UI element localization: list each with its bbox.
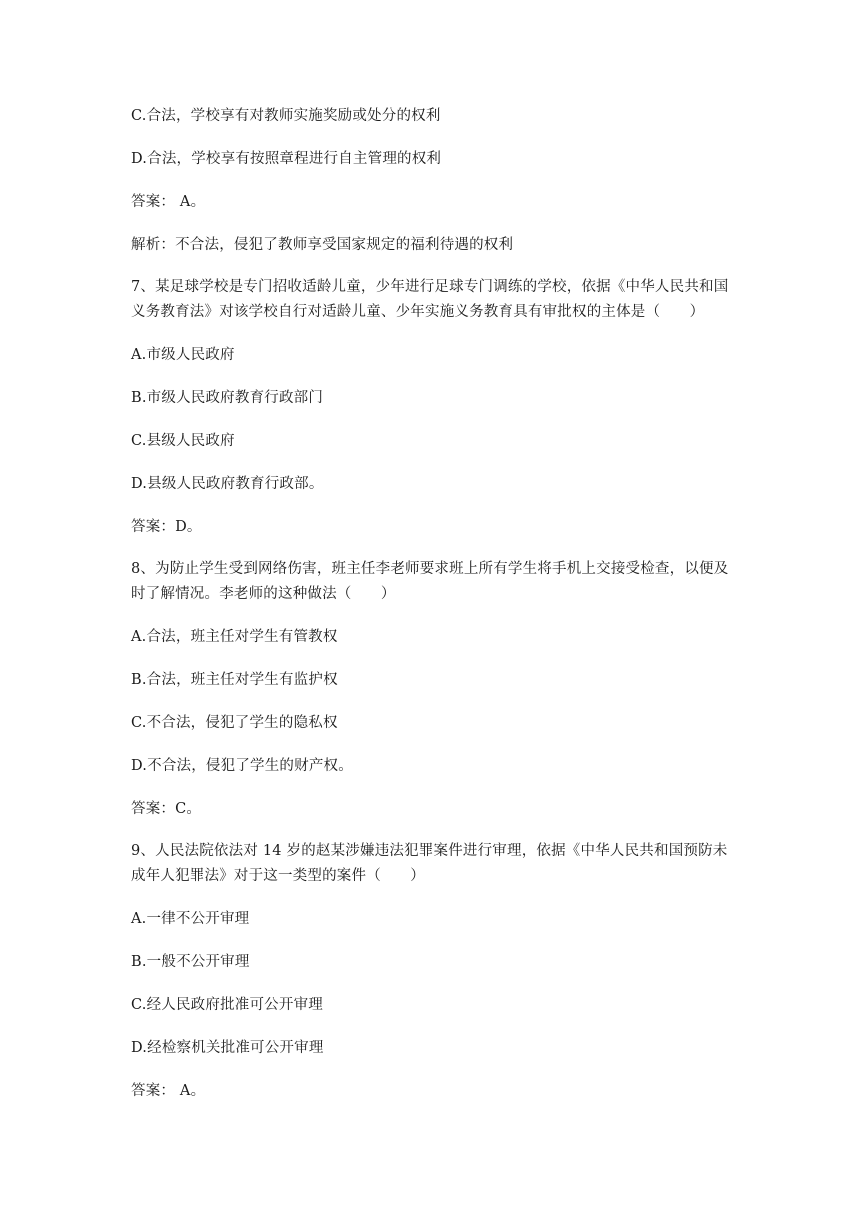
answer-q6: 答案： A。	[131, 194, 206, 210]
option-c-q9: C.经人民政府批准可公开审理	[131, 997, 323, 1013]
option-d-q7: D.县级人民政府教育行政部。	[131, 476, 324, 492]
option-a-q8: A.合法，班主任对学生有管教权	[131, 629, 338, 645]
option-b-q8: B.合法，班主任对学生有监护权	[131, 672, 338, 688]
option-c-q7: C.县级人民政府	[131, 433, 235, 449]
explanation-q6: 解析：不合法，侵犯了教师享受国家规定的福利待遇的权利	[131, 237, 514, 253]
answer-q9: 答案： A。	[131, 1083, 206, 1099]
option-c-q8: C.不合法，侵犯了学生的隐私权	[131, 715, 338, 731]
option-b-q9: B.一般不公开审理	[131, 954, 250, 970]
question-7: 7、某足球学校是专门招收适龄儿童，少年进行足球专门调练的学校，依据《中华人民共和国义务教育法》对该学校自行对适龄儿童、少年实施义务教育具有审批权的主体是（ ）	[131, 279, 729, 320]
question-9: 9、人民法院依法对 14 岁的赵某涉嫌违法犯罪案件进行审理，依据《中华人民共和国预防未成年人犯罪法》对于这一类型的案件（ ）	[131, 843, 728, 884]
answer-q8: 答案：C。	[131, 801, 202, 817]
option-a-q7: A.市级人民政府	[131, 347, 235, 363]
option-b-q7: B.市级人民政府教育行政部门	[131, 390, 324, 406]
option-d-q8: D.不合法，侵犯了学生的财产权。	[131, 758, 353, 774]
option-d-q6: D.合法，学校享有按照章程进行自主管理的权利	[131, 151, 442, 167]
question-8: 8、为防止学生受到网络伤害，班主任李老师要求班上所有学生将手机上交接受检查，以便及时了解情况。李老师的这种做法（ ）	[131, 561, 729, 602]
answer-q7: 答案：D。	[131, 519, 202, 535]
option-d-q9: D.经检察机关批准可公开审理	[131, 1040, 324, 1056]
option-a-q9: A.一律不公开审理	[131, 911, 250, 927]
option-c-q6: C.合法，学校享有对教师实施奖励或处分的权利	[131, 108, 441, 124]
